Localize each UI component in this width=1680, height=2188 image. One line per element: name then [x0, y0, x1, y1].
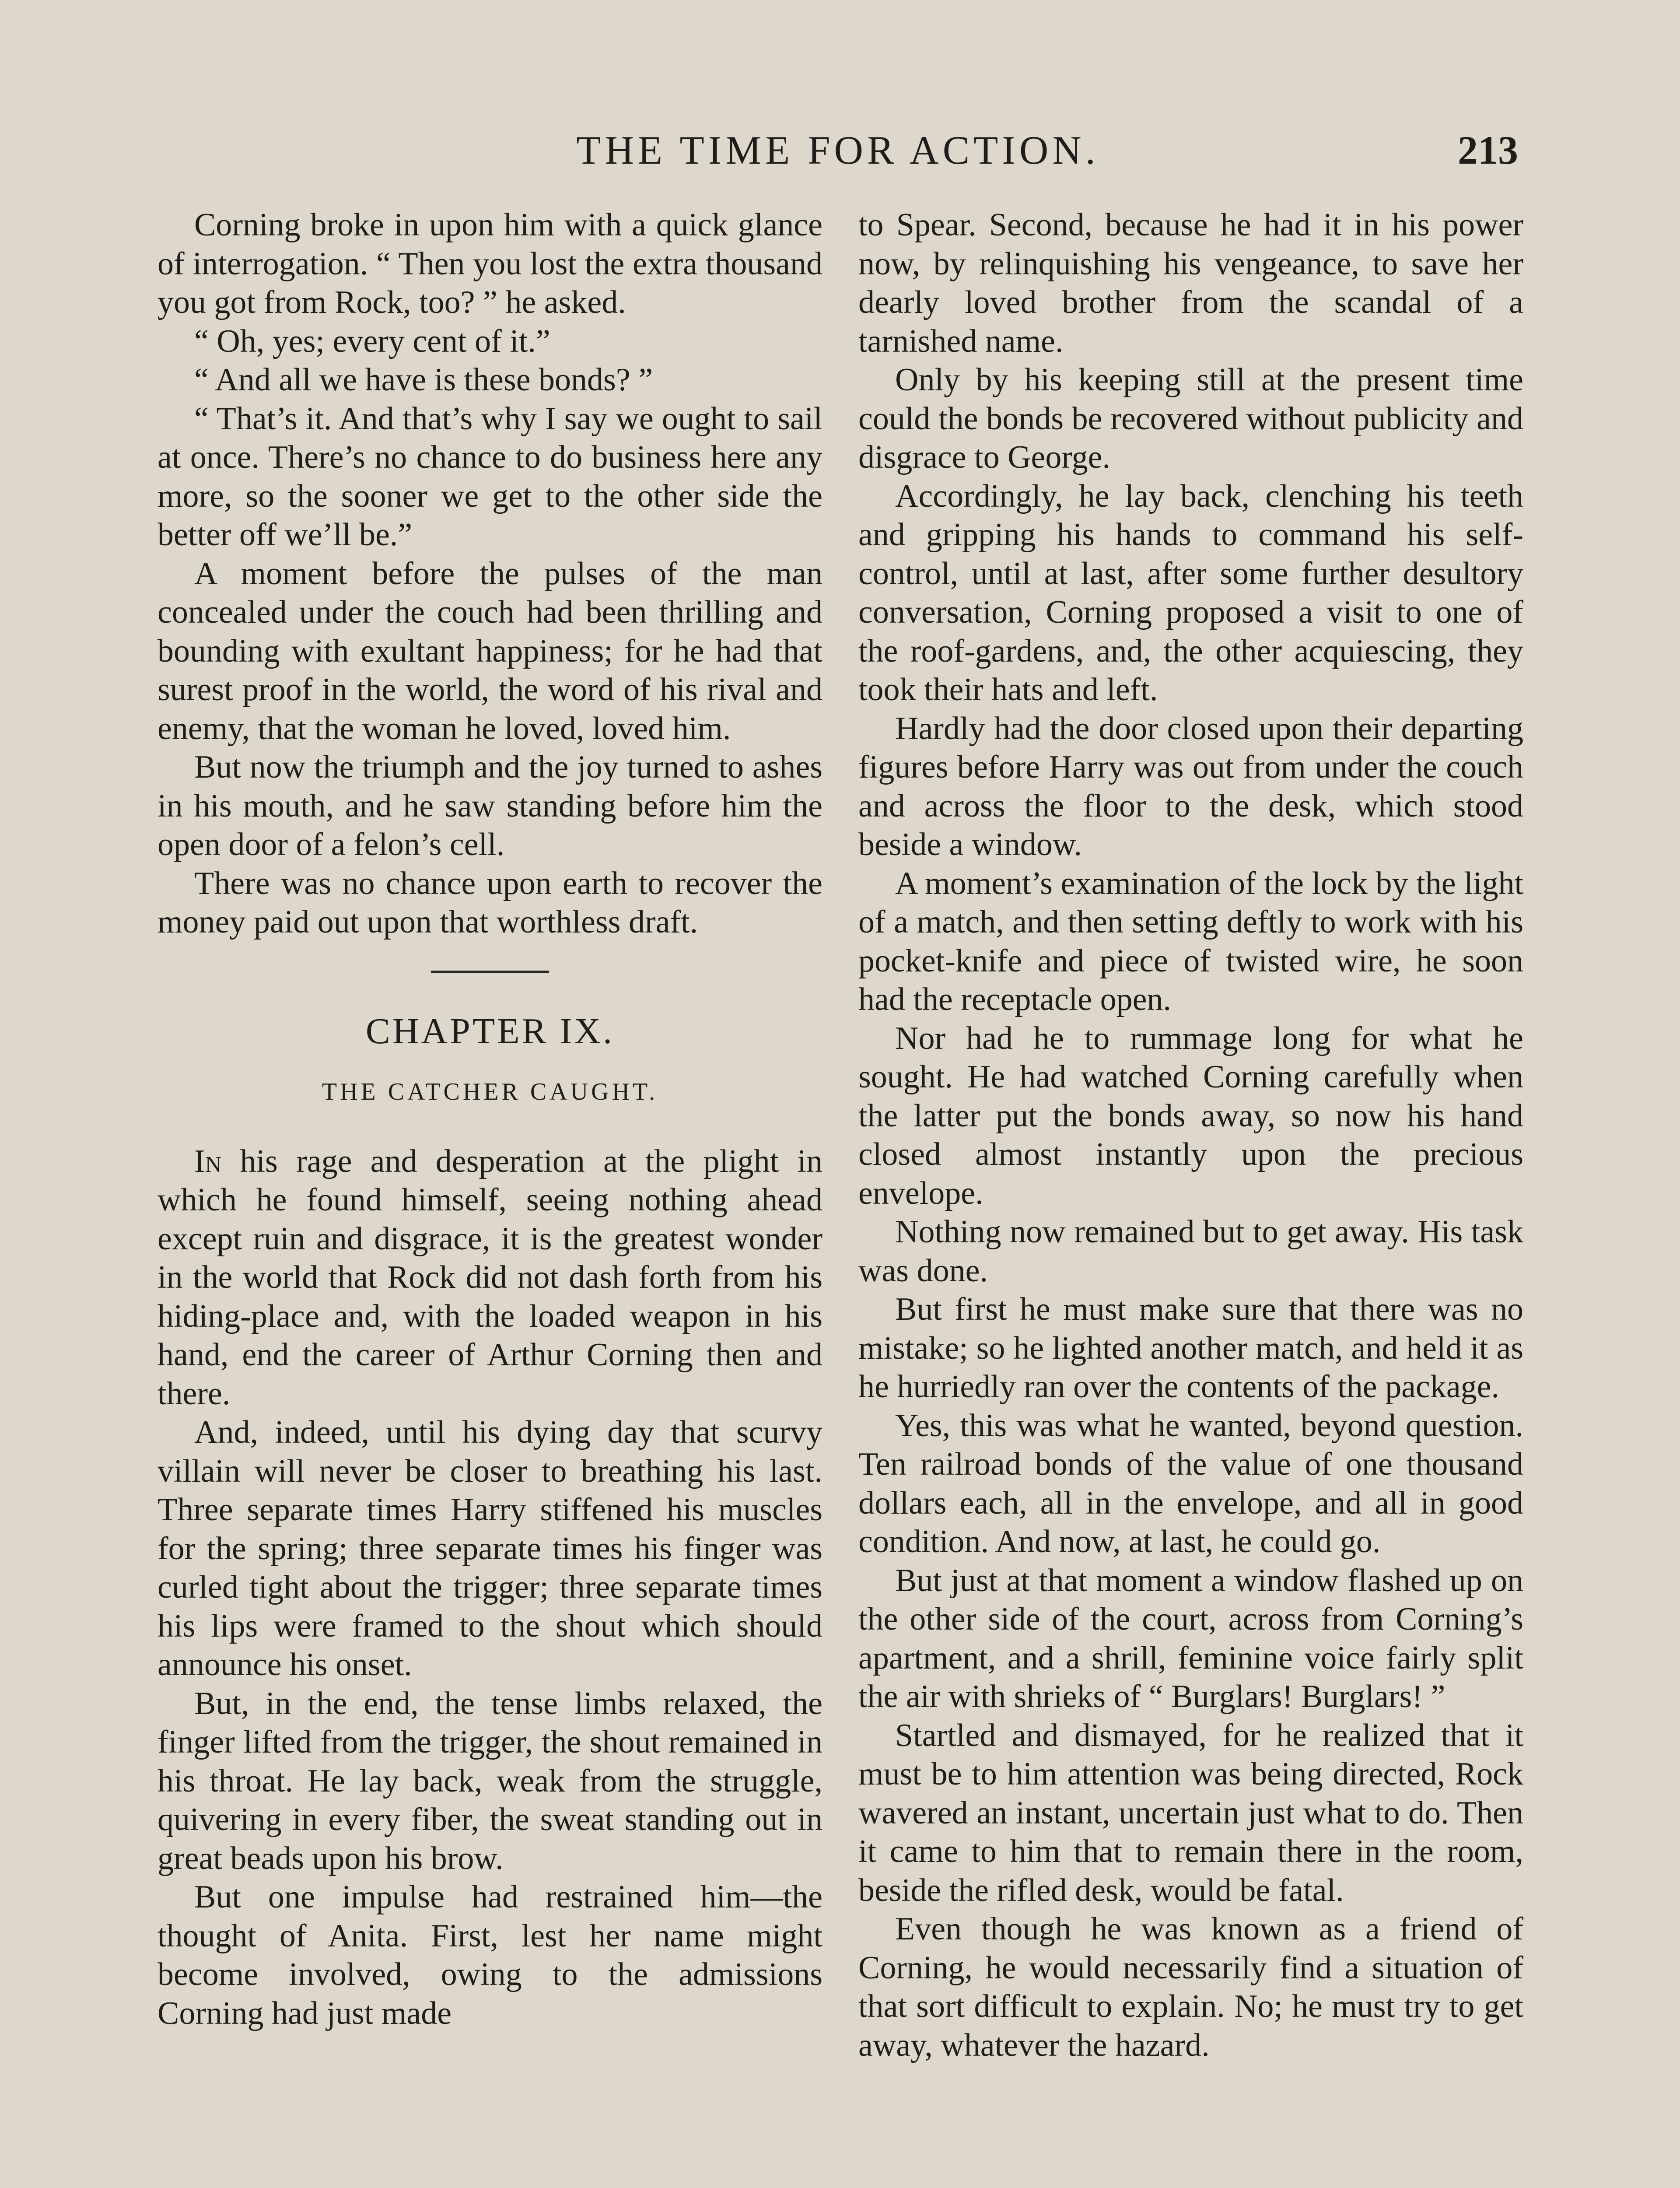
paragraph: There was no chance upon earth to recover the money paid out upon that worthless draft.	[158, 865, 822, 940]
paragraph: Startled and dismayed, for he realized that it must be to him attention was being directed, Rock wavered an instant, uncertain just what to do. Then it came to him that to remain there in the room, beside the rifled desk, would be fatal.	[858, 1717, 1523, 1908]
paragraph: Corning broke in upon him with a quick glance of interrogation. “ Then you lost the extra thousand you got from Rock, too? ” he asked.	[158, 207, 822, 320]
left-column	[158, 206, 822, 2033]
paragraph: A moment’s examination of the lock by the light of a match, and then setting deftly to work with his pocket-knife and piece of twisted wire, he soon had the receptacle open.	[858, 865, 1523, 1017]
chapter-subtitle: THE CATCHER CAUGHT.	[322, 1078, 658, 1105]
paragraph: But, in the end, the tense limbs relaxed, the finger lifted from the trigger, the shout remained in his throat. He lay back, weak from the struggle, quivering in every fiber, the sweat standing out in great beads upon his brow.	[158, 1685, 822, 1876]
drop-word: In	[194, 1143, 222, 1179]
chapter-opening-paragraph	[158, 1142, 822, 1413]
paragraph: But now the triumph and the joy turned to ashes in his mouth, and he saw standing before him the open door of a felon’s cell.	[158, 749, 822, 863]
paragraph: A moment before the pulses of the man concealed under the couch had been thrilling and bounding with exultant happiness; for he had that surest proof in the world, the word of his rival and enemy, that the woman he loved, loved him.	[158, 555, 822, 747]
continued-paragraph: to Spear. Second, because he had it in his power now, by relinquishing his vengeance, to save her dearly loved brother from the scandal of a tarnished name.	[858, 207, 1523, 359]
page-header	[158, 127, 1518, 175]
paragraph: And, indeed, until his dying day that scurvy villain will never be closer to breathing his last. Three separate times Harry stiffened his muscles for the spring; three separate times his finger was curled tight about the trigger; three separate times his lips were framed to the shout which should announce his onset.	[158, 1414, 822, 1683]
chapter-heading: CHAPTER IX.	[365, 1010, 615, 1052]
paragraph: “ Oh, yes; every cent of it.”	[194, 323, 550, 359]
paragraph: Accordingly, he lay back, clenching his teeth and gripping his hands to command his self-control, until at last, after some further desultory conversation, Corning proposed a visit to one of the roof-gardens, and, the other acquiescing, they took their hats and left.	[858, 478, 1523, 708]
running-title: THE TIME FOR ACTION.	[576, 128, 1099, 172]
paragraph: Nor had he to rummage long for what he sought. He had watched Corning carefully when the latter put the bonds away, so now his hand closed almost instantly upon the precious envelope.	[858, 1020, 1523, 1211]
paragraph: Even though he was known as a friend of Corning, he would necessarily find a situation of that sort difficult to explain. No; he must try to get away, whatever the hazard.	[858, 1911, 1523, 2063]
paragraph: Only by his keeping still at the present time could the bonds be recovered without publicity and disgrace to George.	[858, 362, 1523, 475]
section-divider	[431, 971, 549, 973]
paragraph: “ And all we have is these bonds? ”	[194, 362, 653, 398]
paragraph: Hardly had the door closed upon their departing figures before Harry was out from under the couch and across the floor to the desk, which stood beside a window.	[858, 710, 1523, 863]
paragraph: Nothing now remained but to get away. His task was done.	[858, 1214, 1523, 1289]
page-number: 213	[1458, 128, 1518, 172]
paragraph: But just at that moment a window flashed up on the other side of the court, across from Corning’s apartment, and a shrill, feminine voice fairly split the air with shrieks of “ Burglars! Burglars! ”	[858, 1562, 1523, 1715]
paragraph: “ That’s it. And that’s why I say we ought to sail at once. There’s no chance to do business here any more, so the sooner we get to the other side the better off we’ll be.”	[158, 400, 822, 553]
paragraph: Yes, this was what he wanted, beyond question. Ten railroad bonds of the value of one thousand dollars each, all in the envelope, and all in good condition. And now, at last, he could go.	[858, 1407, 1523, 1560]
right-column	[858, 206, 1523, 2065]
paragraph: But first he must make sure that there was no mistake; so he lighted another match, and held it as he hurriedly ran over the contents of the package.	[858, 1291, 1523, 1405]
opening-text: his rage and desperation at the plight in which he found himself, seeing nothing ahead except ruin and disgrace, it is the greatest wonder in the world that Rock did not dash forth from his hiding-place and, with the loaded weapon in his hand, end the career of Arthur Corning then and there.	[158, 1143, 822, 1412]
paragraph: But one impulse had restrained him—the thought of Anita. First, lest her name might become involved, owing to the admissions Corning had just made	[158, 1879, 822, 2031]
